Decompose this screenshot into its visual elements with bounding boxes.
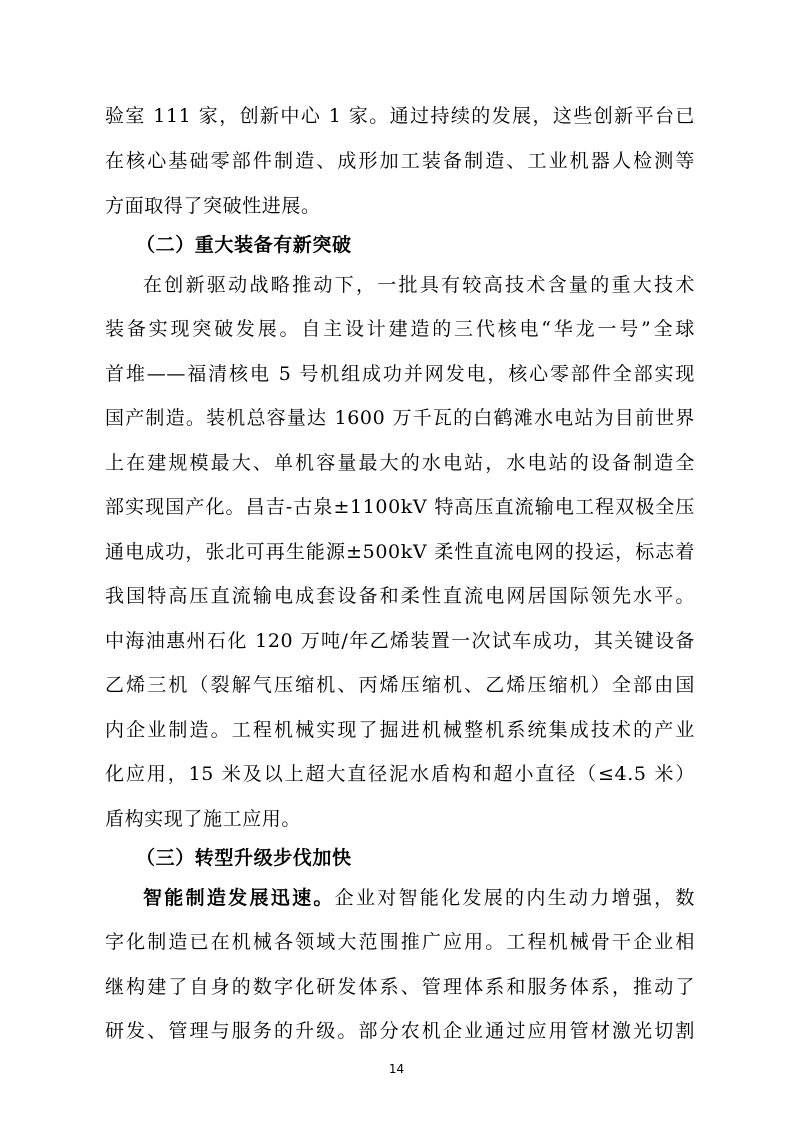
body-text-line: 在创新驱动战略推动下，一批具有较高技术含量的重大技术 xyxy=(143,274,695,296)
body-text-line: 内企业制造。工程机械实现了掘进机械整机系统集成技术的产业 xyxy=(105,719,695,741)
body-text-line: 我国特高压直流输电成套设备和柔性直流电网居国际领先水平。 xyxy=(105,585,695,607)
body-text-line: 化应用，15 米及以上超大直径泥水盾构和超小直径（≤4.5 米） xyxy=(105,763,695,785)
body-text-line: 乙烯三机（裂解气压缩机、丙烯压缩机、乙烯压缩机）全部由国 xyxy=(105,674,695,696)
body-text-line: 研发、管理与服务的升级。部分农机企业通过应用管材激光切割 xyxy=(105,1020,695,1042)
body-text-line xyxy=(143,886,695,910)
body-text-line: 通电成功，张北可再生能源±500kV 柔性直流电网的投运，标志着 xyxy=(105,541,695,563)
body-text-line: 方面取得了突破性进展。 xyxy=(105,195,321,217)
section-heading: （三）转型升级步伐加快 xyxy=(136,847,352,869)
body-text-line: 上在建规模最大、单机容量最大的水电站，水电站的设备制造全 xyxy=(105,452,695,474)
body-text-line: 字化制造已在机械各领域大范围推广应用。工程机械骨干企业相 xyxy=(105,931,695,953)
body-text-line: 验室 111 家，创新中心 1 家。通过持续的发展，这些创新平台已 xyxy=(105,105,695,127)
body-text-line: 继构建了自身的数字化研发体系、管理体系和服务体系，推动了 xyxy=(105,976,695,998)
bold-lead-text: 智能制造发展迅速。 xyxy=(143,887,335,909)
body-text-line: 中海油惠州石化 120 万吨/年乙烯装置一次试车成功，其关键设备 xyxy=(105,630,695,652)
body-text-line: 部实现国产化。昌吉-古泉±1100kV 特高压直流输电工程双极全压 xyxy=(105,496,695,518)
body-text-line: 装备实现突破发展。自主设计建造的三代核电“华龙一号”全球 xyxy=(105,318,695,340)
body-text-line: 首堆——福清核电 5 号机组成功并网发电，核心零部件全部实现 xyxy=(105,363,695,385)
body-text: 企业对智能化发展的内生动力增强，数 xyxy=(334,887,696,909)
body-text-line: 国产制造。装机总容量达 1600 万千瓦的白鹤滩水电站为目前世界 xyxy=(105,407,695,429)
body-text-line: 在核心基础零部件制造、成形加工装备制造、工业机器人检测等 xyxy=(105,150,695,172)
page-number: 14 xyxy=(388,1062,405,1076)
section-heading: （二）重大装备有新突破 xyxy=(136,234,352,256)
body-text-line: 盾构实现了施工应用。 xyxy=(105,808,302,830)
